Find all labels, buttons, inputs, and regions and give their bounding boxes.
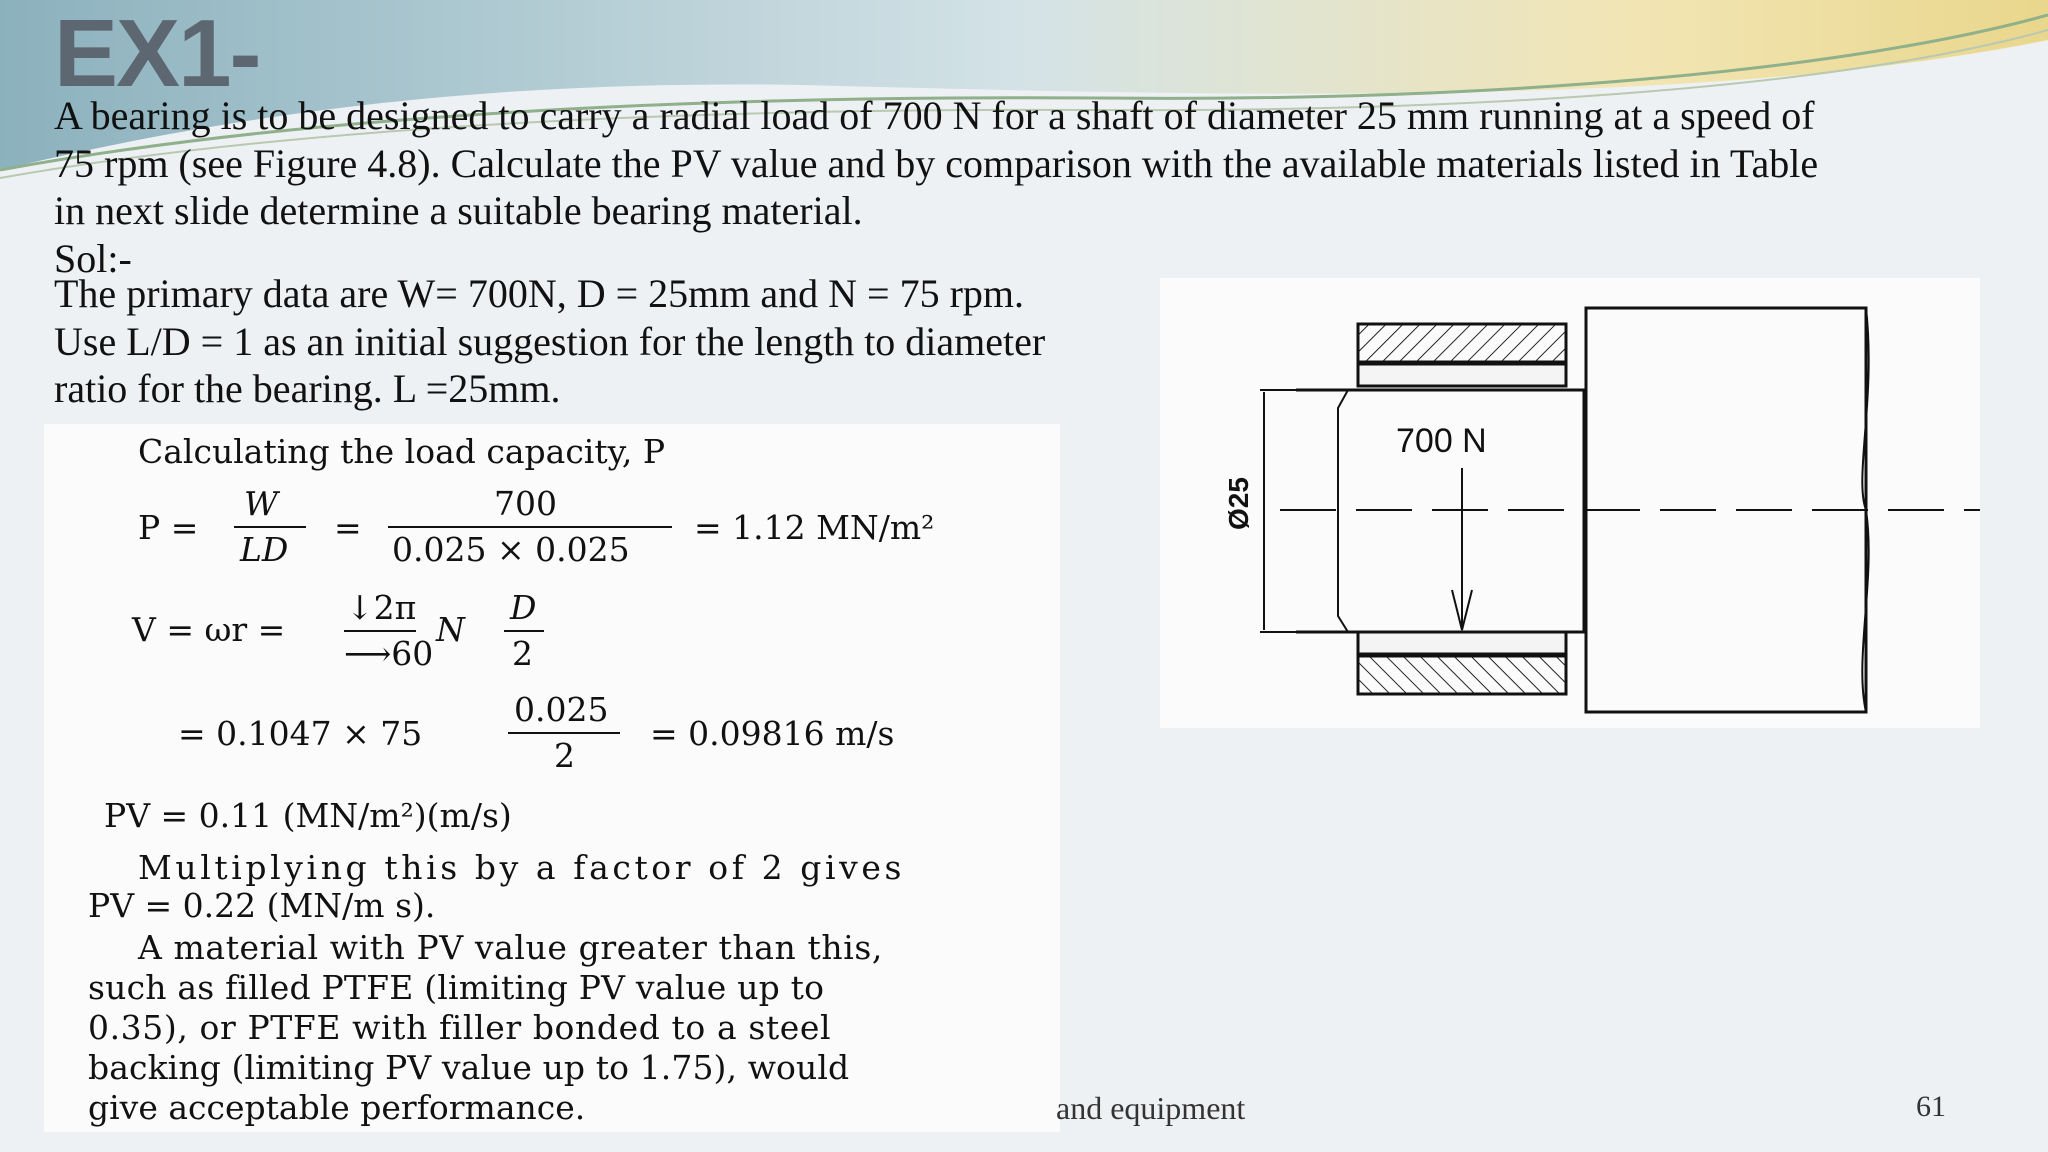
bearing-drawing	[1160, 278, 1980, 728]
p-fraction-bar	[234, 526, 306, 528]
problem-line-3: in next slide determine a suitable bearing material.	[54, 188, 863, 233]
slide-title: EX1-	[54, 0, 260, 107]
para2-line-a: A material with PV value greater than this,	[138, 928, 883, 967]
calc-heading: Calculating the load capacity, P	[138, 432, 666, 471]
solution-label: Sol:-	[54, 236, 132, 281]
housing-top	[1358, 324, 1566, 362]
housing-bottom	[1358, 656, 1566, 694]
p-lhs: P =	[138, 508, 199, 547]
para2-line-c: 0.35), or PTFE with filler bonded to a steel	[88, 1008, 832, 1047]
para2-line-b: such as filled PTFE (limiting PV value up to	[88, 968, 825, 1007]
para1-line-a: Multiplying this by a factor of 2 gives	[138, 848, 906, 887]
p-result: = 1.12 MN/m²	[694, 508, 935, 547]
v-n: N	[436, 610, 465, 649]
bearing-figure	[1160, 278, 1980, 728]
problem-line-1: A bearing is to be designed to carry a radial load of 700 N for a shaft of diameter 25 mm running at a speed of	[54, 93, 1815, 138]
p-equals: =	[334, 508, 362, 547]
load-label: 700 N	[1396, 422, 1487, 460]
diameter-label: Ø25	[1223, 477, 1254, 530]
shaft-chamfer	[1338, 390, 1348, 632]
footer-text: and equipment	[1056, 1090, 1246, 1126]
solution-line-3: ratio for the bearing. L =25mm.	[54, 366, 561, 411]
para1-line-b: PV = 0.22 (MN/m s).	[88, 886, 436, 925]
v-fraction-bar	[344, 630, 416, 632]
pv-result: PV = 0.11 (MN/m²)(m/s)	[104, 796, 512, 835]
v2-denominator: 2	[554, 736, 575, 775]
v-denominator: ⟶60	[344, 634, 434, 673]
page-number: 61	[1916, 1090, 1946, 1123]
v-numerator: ↓2π	[346, 588, 417, 627]
calculation-image	[44, 424, 1060, 1132]
v2-fraction-bar	[508, 732, 620, 734]
v-lhs: V = ωr =	[132, 610, 286, 649]
p-denominator-2: 0.025 × 0.025	[392, 530, 630, 569]
p-numerator: W	[244, 484, 278, 523]
v-denominator-2: 2	[512, 634, 533, 673]
p-denominator: LD	[240, 530, 289, 569]
solution-line-1: The primary data are W= 700N, D = 25mm and N = 75 rpm.	[54, 271, 1025, 316]
para2-line-d: backing (limiting PV value up to 1.75), would	[88, 1048, 850, 1087]
bushing-top	[1358, 364, 1566, 386]
v-fraction-bar-2	[504, 630, 544, 632]
v2-lhs: = 0.1047 × 75	[178, 714, 423, 753]
solution-line-2: Use L/D = 1 as an initial suggestion for the length to diameter	[54, 319, 1046, 364]
problem-line-2: 75 rpm (see Figure 4.8). Calculate the PV value and by comparison with the available materials listed in Table	[54, 141, 1819, 186]
p-fraction-bar-2	[388, 526, 672, 528]
bushing-bottom	[1358, 632, 1566, 654]
v-numerator-2: D	[510, 588, 537, 627]
v2-result: = 0.09816 m/s	[650, 714, 895, 753]
para2-line-e: give acceptable performance.	[88, 1088, 586, 1127]
v2-numerator: 0.025	[514, 690, 609, 729]
p-numerator-2: 700	[494, 484, 557, 523]
